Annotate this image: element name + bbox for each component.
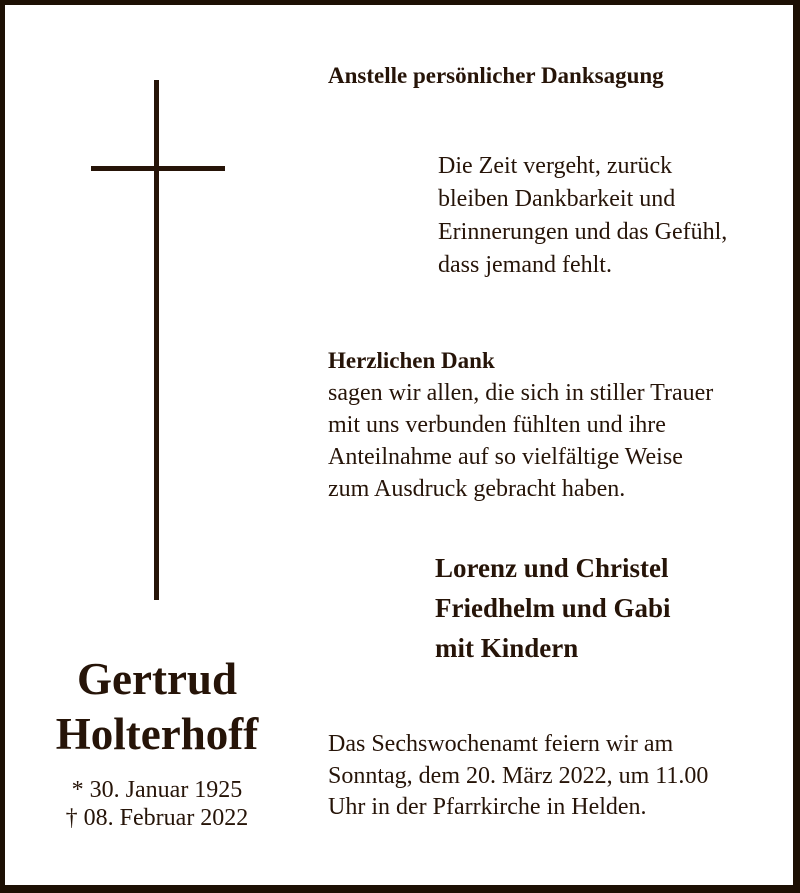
quote-line: bleiben Dankbarkeit und [438,186,676,212]
service-announcement [328,729,708,824]
service-line: Uhr in der Pfarrkirche in Helden. [328,794,647,820]
cross-icon-vertical-bar [154,80,159,600]
thanks-paragraph [328,345,713,505]
thanks-heading: Herzlichen Dank [328,348,495,373]
family-signature [435,548,671,668]
thanks-line: mit uns verbunden fühlten und ihre [328,412,666,438]
memorial-quote [438,150,727,282]
thanks-line: Anteilnahme auf so vielfältige Weise [328,444,683,470]
thanks-line: sagen wir allen, die sich in stiller Trauer [328,380,714,406]
family-line: Friedhelm und Gabi [435,593,671,623]
thanks-line: zum Ausdruck gebracht haben. [328,476,626,502]
notice-header: Anstelle persönlicher Danksagung [328,63,664,88]
service-line: Sonntag, dem 20. März 2022, um 11.00 [328,762,709,789]
deceased-info [20,652,294,832]
family-line: Lorenz und Christel [435,553,669,583]
service-line: Das Sechswochenamt feiern wir am [328,731,674,757]
family-line: mit Kindern [435,633,579,663]
quote-line: dass jemand fehlt. [438,252,612,278]
deceased-name [20,652,294,762]
death-date: † 08. Februar 2022 [65,805,249,831]
quote-line: Erinnerungen und das Gefühl, [438,219,728,245]
cross-icon-horizontal-bar [91,166,225,171]
deceased-dates [20,776,294,832]
deceased-first-name: Gertrud [77,654,237,704]
quote-line: Die Zeit vergeht, zurück [438,153,673,179]
deceased-last-name: Holterhoff [55,709,259,759]
birth-date: * 30. Januar 1925 [71,777,243,803]
